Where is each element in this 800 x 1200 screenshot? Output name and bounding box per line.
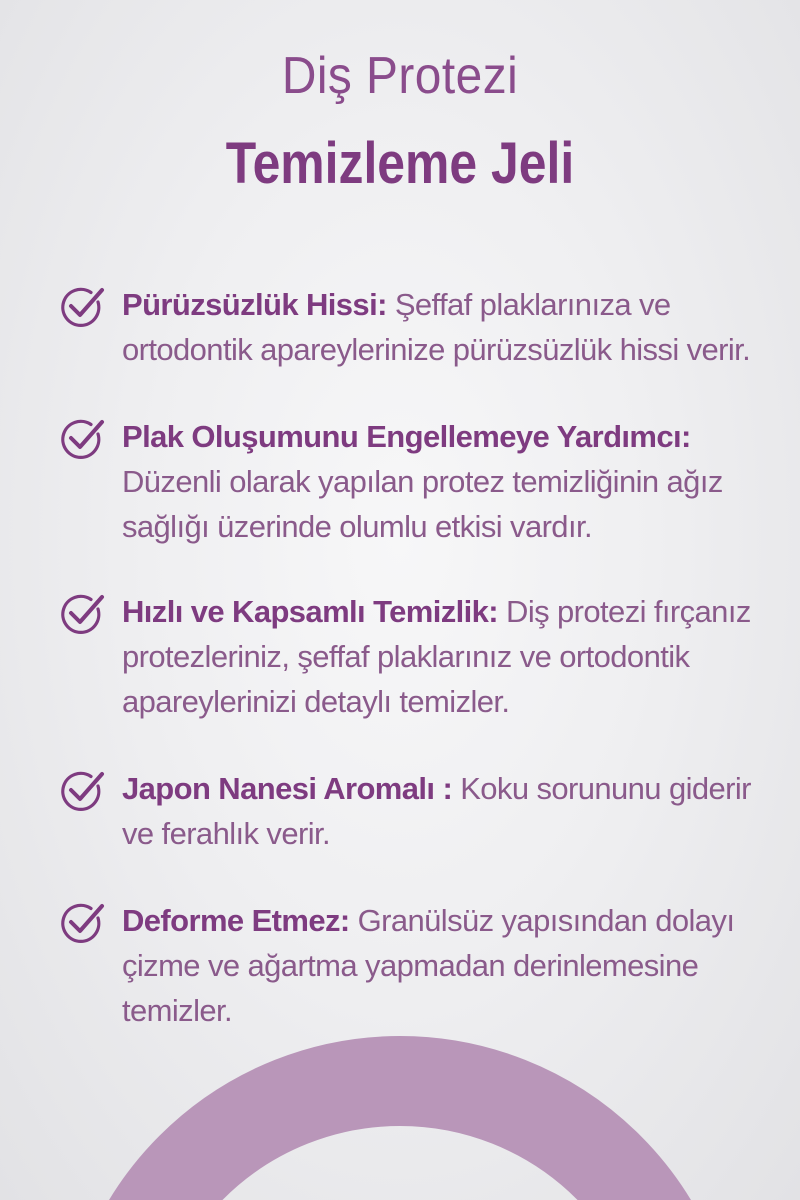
feature-title: Japon Nanesi Aromalı : [122, 771, 453, 806]
feature-item-mint-aroma [58, 766, 778, 856]
feature-description: Düzenli olarak yapılan protez temizliğinin ağız sağlığı üzerinde olumlu etkisi vardır. [122, 464, 723, 544]
feature-item-plaque [58, 414, 778, 549]
feature-description: Koku sorununu giderir ve ferahlık verir. [122, 771, 751, 851]
check-circle-icon [58, 282, 108, 332]
feature-title: Hızlı ve Kapsamlı Temizlik: [122, 594, 499, 629]
feature-description: Şeffaf plaklarınıza ve ortodontik apareylerinize pürüzsüzlük hissi verir. [122, 287, 751, 367]
check-circle-icon [58, 414, 108, 464]
decorative-ring [60, 1036, 740, 1200]
check-circle-icon [58, 766, 108, 816]
check-circle-icon [58, 898, 108, 948]
feature-item-no-deform [58, 898, 778, 1033]
page-subtitle: Temizleme Jeli [225, 131, 575, 196]
feature-title: Pürüzsüzlük Hissi: [122, 287, 387, 322]
feature-title: Plak Oluşumunu Engellemeye Yardımcı: [122, 419, 691, 454]
feature-list [58, 282, 778, 1075]
feature-title: Deforme Etmez: [122, 903, 350, 938]
feature-description: Diş protezi fırçanız protezleriniz, şeffaf plaklarınız ve ortodontik apareylerinizi detaylı temizler. [122, 594, 751, 719]
check-circle-icon [58, 589, 108, 639]
page-title: Diş Protezi [281, 47, 519, 105]
feature-description: Granülsüz yapısından dolayı çizme ve ağartma yapmadan derinlemesine temizler. [122, 903, 735, 1028]
feature-item-fast-cleaning [58, 589, 778, 724]
feature-item-smoothness [58, 282, 778, 372]
